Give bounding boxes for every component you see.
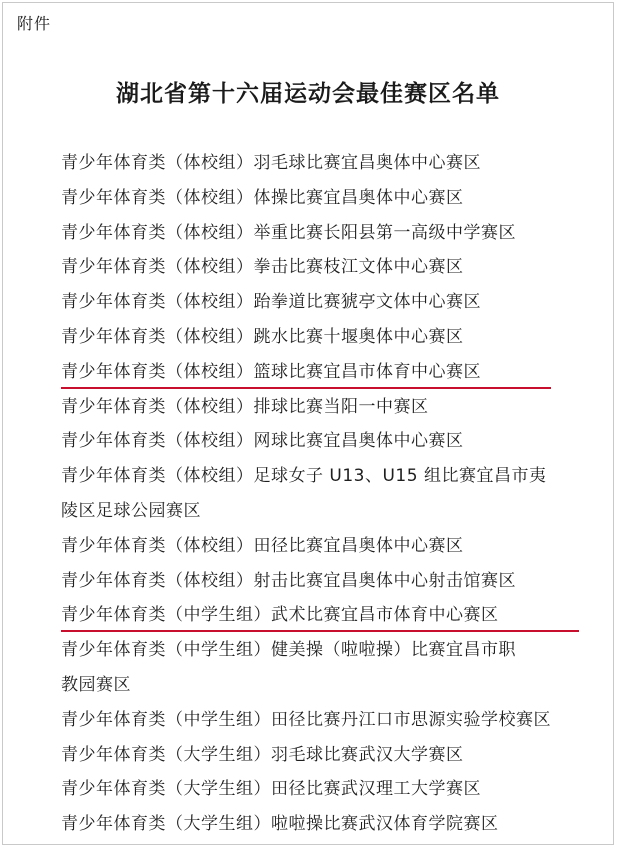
list-item	[61, 216, 601, 251]
list-item-text: 青少年体育类（体校组）排球比赛当阳一中赛区	[61, 396, 429, 417]
document-page	[2, 2, 614, 845]
document-title: 湖北省第十六届运动会最佳赛区名单	[116, 80, 500, 107]
list-item-text: 教园赛区	[61, 674, 131, 695]
list-item	[61, 424, 601, 459]
list-item-text: 青少年体育类（体校组）举重比赛长阳县第一高级中学赛区	[61, 222, 516, 243]
list-item	[61, 738, 601, 773]
list-item-text: 青少年体育类（体校组）羽毛球比赛宜昌奥体中心赛区	[61, 153, 481, 173]
list-item	[61, 181, 601, 216]
red-underline	[61, 630, 579, 632]
list-item-highlighted	[61, 598, 601, 633]
list-item	[61, 390, 601, 425]
list-item-text: 青少年体育类（体校组）跆拳道比赛猇亭文体中心赛区	[61, 292, 481, 313]
list-item-highlighted	[61, 355, 601, 390]
list-item-text: 青少年体育类（大学生组）田径比赛武汉理工大学赛区	[61, 779, 481, 800]
venue-list	[61, 146, 601, 842]
list-item	[61, 459, 601, 494]
list-item	[61, 564, 601, 599]
list-item-text: 青少年体育类（大学生组）羽毛球比赛武汉大学赛区	[61, 744, 464, 765]
list-item	[61, 320, 601, 355]
list-item-text: 青少年体育类（中学生组）健美操（啦啦操）比赛宜昌市职	[61, 640, 516, 661]
list-item-text: 青少年体育类（体校组）足球女子 U13、U15 组比赛宜昌市夷	[61, 466, 547, 487]
list-item-continuation	[61, 494, 601, 529]
list-item-text: 青少年体育类（体校组）网球比赛宜昌奥体中心赛区	[61, 431, 464, 452]
list-item	[61, 703, 601, 738]
list-item-text: 青少年体育类（体校组）拳击比赛枝江文体中心赛区	[61, 257, 464, 278]
list-item-text: 青少年体育类（体校组）体操比赛宜昌奥体中心赛区	[61, 187, 464, 208]
list-item-text: 青少年体育类（体校组）射击比赛宜昌奥体中心射击馆赛区	[61, 570, 516, 591]
list-item-text: 青少年体育类（体校组）田径比赛宜昌奥体中心赛区	[61, 535, 464, 556]
list-item	[61, 807, 601, 842]
list-item	[61, 146, 601, 181]
list-item	[61, 529, 601, 564]
red-underline	[61, 387, 551, 389]
list-item-continuation	[61, 668, 601, 703]
list-item-text: 陵区足球公园赛区	[61, 500, 201, 521]
list-item	[61, 772, 601, 807]
list-item-text: 青少年体育类（中学生组）田径比赛丹江口市思源实验学校赛区	[61, 709, 551, 730]
list-item-text: 青少年体育类（体校组）篮球比赛宜昌市体育中心赛区	[61, 361, 481, 382]
attachment-label: 附件	[17, 14, 52, 33]
list-item	[61, 633, 601, 668]
list-item-text: 青少年体育类（中学生组）武术比赛宜昌市体育中心赛区	[61, 605, 499, 626]
list-item	[61, 285, 601, 320]
list-item	[61, 250, 601, 285]
list-item-text: 青少年体育类（体校组）跳水比赛十堰奥体中心赛区	[61, 326, 464, 347]
list-item-text: 青少年体育类（大学生组）啦啦操比赛武汉体育学院赛区	[61, 814, 499, 835]
